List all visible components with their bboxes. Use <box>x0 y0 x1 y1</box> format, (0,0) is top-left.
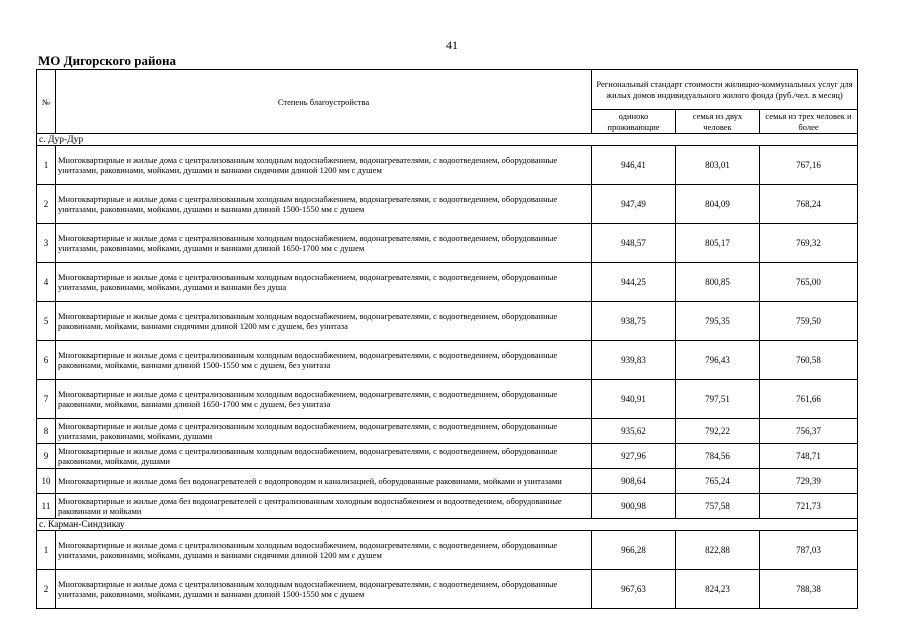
header-number: № <box>37 70 56 134</box>
table-row <box>37 494 858 519</box>
row-description: Многоквартирные и жилые дома без водонагревателей с водопроводом и канализацией, оборудованные раковинами, мойками и унитазами <box>56 469 592 494</box>
row-number: 4 <box>37 263 56 302</box>
header-family-three: семья из трех человек и более <box>760 110 858 134</box>
row-description: Многоквартирные и жилые дома с централизованным холодным водоснабжением, водонагревателями, с водоотведением, оборудованные унитазами, раковинами, мойками, душами и ваннами длиной 1500-1550 мм с душем <box>56 185 592 224</box>
value-single: 947,49 <box>592 185 676 224</box>
table-row <box>37 419 858 444</box>
value-family-two: 792,22 <box>676 419 760 444</box>
value-family-three: 721,73 <box>760 494 858 519</box>
row-description: Многоквартирные и жилые дома с централизованным холодным водоснабжением, водонагревателями, с водоотведением, оборудованные раковинами, мойками, душами <box>56 444 592 469</box>
value-single: 939,83 <box>592 341 676 380</box>
row-description: Многоквартирные и жилые дома с централизованным холодным водоснабжением, водонагревателями, с водоотведением, оборудованные раковинами, мойками, ваннами длиной 1650-1700 мм с душем, без унитаза <box>56 380 592 419</box>
row-description: Многоквартирные и жилые дома без водонагревателей с централизованным холодным водоснабжением и водоотведением, оборудованные раковинами и мойками <box>56 494 592 519</box>
page-number: 41 <box>446 38 458 52</box>
row-description: Многоквартирные и жилые дома с централизованным холодным водоснабжением, водонагревателями, с водоотведением, оборудованные раковинами, мойками, ваннами сидячими длиной 1200 мм с душем, без унитаза <box>56 302 592 341</box>
value-single: 908,64 <box>592 469 676 494</box>
row-number: 5 <box>37 302 56 341</box>
value-family-three: 759,50 <box>760 302 858 341</box>
value-single: 966,28 <box>592 531 676 570</box>
table-row <box>37 469 858 494</box>
value-family-two: 803,01 <box>676 146 760 185</box>
value-family-two: 804,09 <box>676 185 760 224</box>
row-number: 2 <box>37 185 56 224</box>
header-standard: Региональный стандарт стоимости жилищно-коммунальных услуг для жилых домов индивидуального жилого фонда (руб./чел. в месяц) <box>592 70 858 110</box>
table-row <box>37 224 858 263</box>
row-description: Многоквартирные и жилые дома с централизованным холодным водоснабжением, водонагревателями, с водоотведением, оборудованные раковинами, мойками, ваннами длиной 1500-1550 мм с душем, без унитаза <box>56 341 592 380</box>
value-family-two: 822,88 <box>676 531 760 570</box>
table-row <box>37 341 858 380</box>
value-family-two: 824,23 <box>676 570 760 609</box>
value-family-two: 796,43 <box>676 341 760 380</box>
value-single: 967,63 <box>592 570 676 609</box>
value-family-two: 757,58 <box>676 494 760 519</box>
table-row <box>37 263 858 302</box>
document-title: МО Дигорского района <box>38 53 177 68</box>
row-number: 2 <box>37 570 56 609</box>
value-single: 946,41 <box>592 146 676 185</box>
value-family-three: 765,00 <box>760 263 858 302</box>
value-family-three: 768,24 <box>760 185 858 224</box>
value-single: 900,98 <box>592 494 676 519</box>
value-family-three: 748,71 <box>760 444 858 469</box>
tariff-table <box>36 69 858 609</box>
value-family-three: 788,38 <box>760 570 858 609</box>
row-number: 11 <box>37 494 56 519</box>
value-family-three: 769,32 <box>760 224 858 263</box>
value-single: 944,25 <box>592 263 676 302</box>
value-family-three: 787,03 <box>760 531 858 570</box>
row-number: 1 <box>37 531 56 570</box>
table-body <box>37 134 858 609</box>
section-row <box>37 519 858 531</box>
table-row <box>37 146 858 185</box>
row-description: Многоквартирные и жилые дома с централизованным холодным водоснабжением, водонагревателями, с водоотведением, оборудованные унитазами, раковинами, мойками, душами и ваннами сидячими длиной 1200 мм с душем <box>56 146 592 185</box>
value-single: 935,62 <box>592 419 676 444</box>
value-single: 948,57 <box>592 224 676 263</box>
value-family-two: 795,35 <box>676 302 760 341</box>
row-number: 1 <box>37 146 56 185</box>
value-family-three: 761,66 <box>760 380 858 419</box>
section-name: с. Карман-Синдзикау <box>37 519 858 531</box>
header-single: одиноко проживающие <box>592 110 676 134</box>
value-family-two: 805,17 <box>676 224 760 263</box>
value-single: 927,96 <box>592 444 676 469</box>
value-family-three: 767,16 <box>760 146 858 185</box>
value-family-two: 797,51 <box>676 380 760 419</box>
row-description: Многоквартирные и жилые дома с централизованным холодным водоснабжением, водонагревателями, с водоотведением, оборудованные унитазами, раковинами, мойками, душами и ваннами длиной 1500-1550 мм с душем <box>56 570 592 609</box>
value-family-two: 784,56 <box>676 444 760 469</box>
row-description: Многоквартирные и жилые дома с централизованным холодным водоснабжением, водонагревателями, с водоотведением, оборудованные унитазами, раковинами, мойками, душами и ваннами без душа <box>56 263 592 302</box>
value-single: 938,75 <box>592 302 676 341</box>
table-row <box>37 302 858 341</box>
value-family-three: 729,39 <box>760 469 858 494</box>
row-number: 7 <box>37 380 56 419</box>
row-number: 10 <box>37 469 56 494</box>
header-degree: Степень благоустройства <box>56 70 592 134</box>
section-row <box>37 134 858 146</box>
value-single: 940,91 <box>592 380 676 419</box>
value-family-three: 760,58 <box>760 341 858 380</box>
table-row <box>37 531 858 570</box>
header-family-two: семья из двух человек <box>676 110 760 134</box>
table-row <box>37 570 858 609</box>
row-number: 6 <box>37 341 56 380</box>
table-row <box>37 185 858 224</box>
table-row <box>37 444 858 469</box>
value-family-two: 800,85 <box>676 263 760 302</box>
row-number: 8 <box>37 419 56 444</box>
table-row <box>37 380 858 419</box>
row-description: Многоквартирные и жилые дома с централизованным холодным водоснабжением, водонагревателями, с водоотведением, оборудованные унитазами, раковинами, мойками, душами и ваннами сидячими длиной 1200 мм с душем <box>56 531 592 570</box>
row-description: Многоквартирные и жилые дома с централизованным холодным водоснабжением, водонагревателями, с водоотведением, оборудованные унитазами, раковинами, мойками, душами и ваннами длиной 1650-1700 мм с душем <box>56 224 592 263</box>
row-description: Многоквартирные и жилые дома с централизованным холодным водоснабжением, водонагревателями, с водоотведением, оборудованные унитазами, раковинами, мойками, душами <box>56 419 592 444</box>
value-family-two: 765,24 <box>676 469 760 494</box>
row-number: 3 <box>37 224 56 263</box>
section-name: с. Дур-Дур <box>37 134 858 146</box>
value-family-three: 756,37 <box>760 419 858 444</box>
row-number: 9 <box>37 444 56 469</box>
